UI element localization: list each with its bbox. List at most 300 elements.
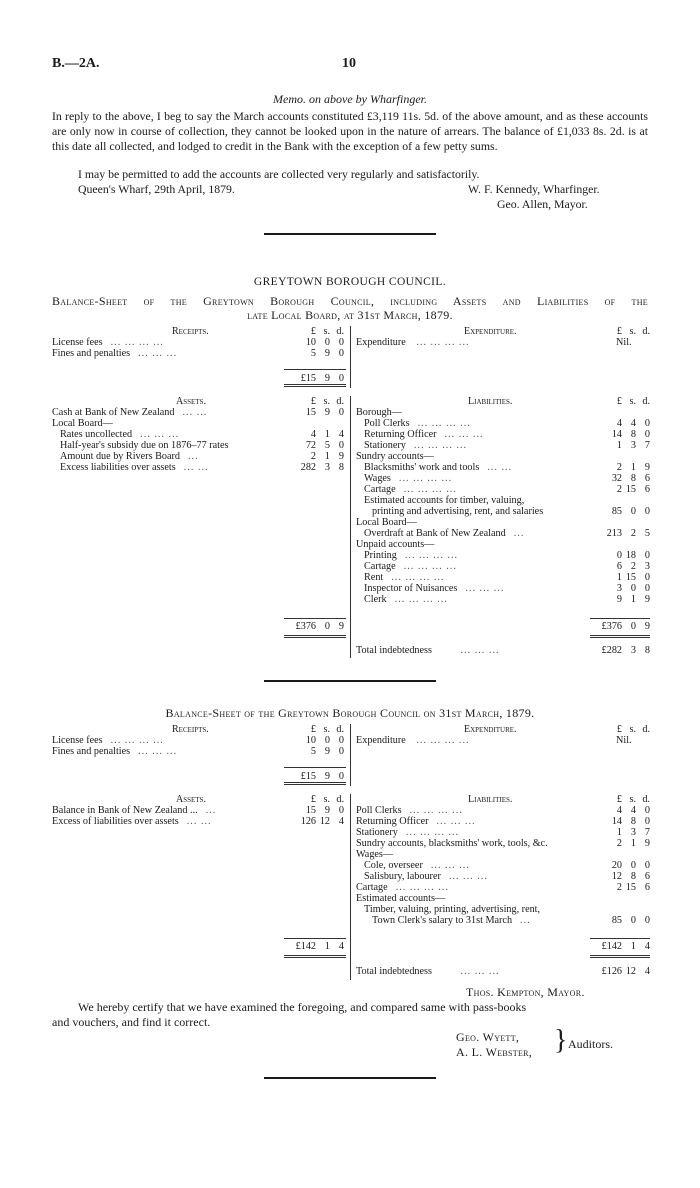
sheet1-assets-double-rule-b bbox=[284, 637, 346, 638]
leader-dots: ... bbox=[187, 451, 199, 462]
sheet1-top-divider bbox=[350, 326, 351, 388]
sheet2-liabilities-double-rule-b bbox=[590, 957, 650, 958]
leader-dots: ... ... ... ... bbox=[404, 550, 459, 561]
sheet1-receipts-double-rule-b bbox=[284, 386, 346, 387]
sheet2-assets-double-rule-b bbox=[284, 957, 346, 958]
amount-pence: 0 bbox=[338, 337, 344, 348]
row-label-cell bbox=[52, 407, 278, 418]
amount-shillings: 1 bbox=[324, 451, 330, 462]
total-pence: 4 bbox=[644, 941, 650, 952]
sheet2-assets-rows bbox=[52, 805, 348, 827]
sheet2-liabilities-header-row bbox=[356, 794, 650, 805]
row-label: Fines and penalties bbox=[52, 746, 131, 757]
certification-line-2: and vouchers, and find it correct. bbox=[52, 1015, 211, 1029]
amount-pence: 9 bbox=[644, 462, 650, 473]
row-label-cell bbox=[60, 451, 278, 462]
amount-pence: 6 bbox=[644, 473, 650, 484]
table-row bbox=[52, 805, 348, 816]
sheet1-title-line1: Balance-Sheet of the Greytown Borough Council, including Assets and Liabilities of the bbox=[52, 294, 648, 308]
leader-dots: ... ... ... ... bbox=[110, 337, 164, 348]
amount-pence: 4 bbox=[338, 429, 344, 440]
table-row bbox=[356, 882, 650, 893]
pounds-header: £ bbox=[616, 794, 622, 805]
amount-pounds: 1 bbox=[616, 440, 622, 451]
row-label: Borough— bbox=[356, 407, 402, 418]
row-label: Blacksmiths' work and tools bbox=[364, 462, 480, 473]
leader-dots: ... ... ... bbox=[436, 816, 476, 827]
sheet1-assets-header-row bbox=[52, 396, 348, 407]
table-row bbox=[356, 440, 650, 451]
memo-paragraph-2-text: I may be permitted to add the accounts are collected very regularly and satisfactorily. bbox=[78, 167, 480, 181]
amount-pence: 7 bbox=[644, 827, 650, 838]
row-label: Returning Officer bbox=[356, 816, 429, 827]
row-label: Clerk bbox=[364, 594, 387, 605]
leader-dots: ... ... bbox=[487, 462, 513, 473]
total-pounds: £15 bbox=[300, 373, 316, 384]
amount-pence: 3 bbox=[644, 561, 650, 572]
row-label: Printing bbox=[364, 550, 397, 561]
table-row bbox=[356, 528, 650, 539]
amount-pounds: 10 bbox=[305, 735, 316, 746]
total-pence: 0 bbox=[338, 373, 344, 384]
leader-dots: ... ... ... ... bbox=[409, 805, 463, 816]
row-label-cell bbox=[364, 583, 586, 594]
sheet2-liabilities-table bbox=[356, 794, 650, 926]
amount-pounds: 0 bbox=[616, 550, 622, 561]
amount-shillings: 2 bbox=[630, 528, 636, 539]
sheet2-receipts-header-row bbox=[52, 724, 348, 735]
amount-shillings: 1 bbox=[630, 462, 636, 473]
sheet1-expenditure-table bbox=[356, 326, 650, 348]
divider-rule bbox=[264, 680, 436, 682]
row-label-cell bbox=[356, 517, 586, 528]
amount-pounds: 2 bbox=[616, 462, 622, 473]
indebtedness-label bbox=[356, 966, 500, 977]
sheet1-receipts-total-row bbox=[52, 373, 348, 384]
table-row bbox=[356, 484, 650, 495]
row-label: Local Board— bbox=[52, 418, 113, 429]
memo-signature-wharfinger: W. F. Kennedy, Wharfinger. bbox=[468, 182, 600, 196]
sheet1-receipts-double-rule-a bbox=[284, 384, 346, 385]
row-label-cell bbox=[364, 429, 586, 440]
amount-shillings: 9 bbox=[324, 407, 330, 418]
shillings-header: s. bbox=[629, 794, 636, 805]
leader-dots: ... ... ... bbox=[465, 583, 505, 594]
row-label: Half-year's subsidy due on 1876–77 rates bbox=[60, 440, 229, 451]
row-label-cell bbox=[372, 915, 586, 926]
amount-pence: 0 bbox=[644, 572, 650, 583]
amount-shillings: 1 bbox=[630, 838, 636, 849]
leader-dots: ... ... ... ... bbox=[403, 561, 457, 572]
sheet2-expenditure-header: Expenditure. bbox=[464, 724, 517, 735]
total-shillings: 1 bbox=[324, 941, 330, 952]
row-label-cell bbox=[356, 838, 586, 849]
sheet1-liabilities-double-rule-a bbox=[590, 635, 650, 636]
amount-pounds: £282 bbox=[601, 645, 622, 656]
table-row bbox=[52, 407, 348, 418]
row-label-cell bbox=[356, 816, 586, 827]
amount-shillings: 3 bbox=[324, 462, 330, 473]
divider-rule bbox=[264, 233, 436, 235]
indebtedness-label bbox=[356, 645, 500, 656]
amount-pence: 0 bbox=[338, 440, 344, 451]
table-row bbox=[356, 805, 650, 816]
table-row bbox=[356, 838, 650, 849]
sheet1-assets-header: Assets. bbox=[176, 396, 206, 407]
sheet1-liabilities-total-rule bbox=[590, 618, 650, 619]
amount-pence: 5 bbox=[644, 528, 650, 539]
leader-dots: ... ... ... ... bbox=[416, 735, 470, 746]
sheet2-expenditure-header-row bbox=[356, 724, 650, 735]
sheet2-expenditure-table bbox=[356, 724, 650, 746]
amount-shillings: 0 bbox=[324, 735, 330, 746]
sheet1-receipts-header: Receipts. bbox=[172, 326, 209, 337]
amount-pence: 9 bbox=[338, 451, 344, 462]
row-label-cell bbox=[52, 816, 278, 827]
leader-dots: ... ... ... bbox=[138, 348, 178, 359]
row-label: printing and advertising, rent, and salaries bbox=[372, 506, 544, 517]
sheet1-liabilities-rows bbox=[356, 407, 650, 605]
amount-shillings: 15 bbox=[625, 572, 636, 583]
row-label: Salisbury, labourer bbox=[364, 871, 441, 882]
amount-pounds: 4 bbox=[616, 418, 622, 429]
amount-shillings: 8 bbox=[630, 816, 636, 827]
sheet2-top-divider bbox=[350, 724, 351, 786]
amount-shillings: 1 bbox=[324, 429, 330, 440]
total-shillings: 0 bbox=[324, 621, 330, 632]
table-row bbox=[52, 429, 348, 440]
row-label: Stationery bbox=[356, 827, 398, 838]
council-title: GREYTOWN BOROUGH COUNCIL. bbox=[253, 276, 447, 288]
row-label: Cartage bbox=[364, 561, 396, 572]
table-row bbox=[356, 827, 650, 838]
sheet1-expenditure-value: Nil. bbox=[616, 337, 632, 348]
leader-dots: ... ... ... bbox=[460, 645, 500, 656]
table-row bbox=[356, 871, 650, 882]
row-label-cell bbox=[52, 746, 272, 757]
row-label: Cartage bbox=[356, 882, 388, 893]
amount-pounds: 32 bbox=[611, 473, 622, 484]
leader-dots: ... ... ... ... bbox=[413, 440, 468, 451]
amount-pence: 0 bbox=[644, 418, 650, 429]
pounds-header: £ bbox=[310, 396, 316, 407]
row-label: Amount due by Rivers Board bbox=[60, 451, 180, 462]
auditor-2: A. L. Webster, bbox=[456, 1045, 533, 1059]
amount-pounds: 3 bbox=[616, 583, 622, 594]
row-label-cell bbox=[356, 882, 586, 893]
total-pence: 4 bbox=[338, 941, 344, 952]
table-row bbox=[356, 561, 650, 572]
total-pounds: £142 bbox=[295, 941, 316, 952]
row-label: Excess liabilities over assets bbox=[60, 462, 176, 473]
page-number: 10 bbox=[342, 56, 356, 71]
sheet2-indebtedness-row bbox=[356, 966, 652, 977]
amount-shillings: 0 bbox=[324, 337, 330, 348]
row-label-cell bbox=[364, 871, 586, 882]
memo-title: Memo. on above by Wharfinger. bbox=[273, 92, 427, 106]
amount-pence: 0 bbox=[644, 805, 650, 816]
amount-shillings: 15 bbox=[625, 882, 636, 893]
row-label: Estimated accounts for timber, valuing, bbox=[364, 495, 525, 506]
table-row bbox=[52, 735, 348, 746]
row-label-cell bbox=[364, 440, 586, 451]
leader-dots: ... ... ... ... bbox=[417, 418, 471, 429]
row-label: Timber, valuing, printing, advertising, rent, bbox=[364, 904, 541, 915]
amount-pounds: 85 bbox=[611, 915, 622, 926]
amount-pounds: 85 bbox=[611, 506, 622, 517]
amount-shillings: 8 bbox=[630, 473, 636, 484]
amount-pounds: 282 bbox=[300, 462, 316, 473]
pence-header: d. bbox=[642, 794, 650, 805]
row-label: Town Clerk's salary to 31st March bbox=[372, 915, 513, 926]
amount-shillings: 3 bbox=[630, 645, 636, 656]
amount-pence: 7 bbox=[644, 440, 650, 451]
pence-header: d. bbox=[336, 326, 344, 337]
sheet2-title: Balance-Sheet of the Greytown Borough Council on 31st March, 1879. bbox=[165, 706, 535, 720]
table-row bbox=[52, 440, 348, 451]
row-label-cell bbox=[364, 561, 586, 572]
table-row bbox=[356, 860, 650, 871]
amount-shillings: 4 bbox=[630, 805, 636, 816]
sheet2-receipts-header: Receipts. bbox=[172, 724, 209, 735]
leader-dots: ... ... ... ... bbox=[416, 337, 470, 348]
row-label: Total indebtedness bbox=[356, 645, 432, 656]
amount-pounds: 6 bbox=[616, 561, 622, 572]
total-pence: 9 bbox=[338, 621, 344, 632]
amount-pence: 8 bbox=[644, 645, 650, 656]
row-label-cell bbox=[364, 473, 586, 484]
row-label: Expenditure bbox=[356, 735, 406, 746]
amount-pence: 0 bbox=[338, 746, 344, 757]
sheet2-liabilities-total-rule bbox=[590, 938, 650, 939]
amount-pounds: 4 bbox=[310, 429, 316, 440]
amount-pence: 0 bbox=[644, 816, 650, 827]
sheet1-main-divider bbox=[350, 396, 351, 658]
sheet1-indebtedness-row bbox=[356, 645, 652, 656]
table-row bbox=[356, 418, 650, 429]
amount-pounds: 1 bbox=[616, 827, 622, 838]
memo-signature-mayor: Geo. Allen, Mayor. bbox=[497, 197, 588, 211]
leader-dots: ... ... ... bbox=[444, 429, 484, 440]
table-row bbox=[356, 517, 650, 528]
table-row bbox=[356, 539, 650, 550]
sheet2-receipts-total-row bbox=[52, 771, 348, 782]
amount-pence: 4 bbox=[338, 816, 344, 827]
amount-shillings: 1 bbox=[630, 594, 636, 605]
row-label-cell bbox=[356, 539, 586, 550]
sheet1-assets-total-rule bbox=[284, 618, 346, 619]
row-label-cell bbox=[52, 735, 272, 746]
leader-dots: ... ... ... bbox=[140, 429, 180, 440]
sheet1-receipts-total-rule bbox=[284, 369, 346, 370]
total-pence: 9 bbox=[644, 621, 650, 632]
leader-dots: ... bbox=[513, 528, 525, 539]
sheet1-expenditure-row bbox=[356, 337, 650, 348]
sheet1-title-line2: late Local Board, at 31st March, 1879. bbox=[247, 308, 453, 322]
total-pounds: £142 bbox=[601, 941, 622, 952]
row-label-cell bbox=[60, 440, 278, 451]
amount-shillings: 8 bbox=[630, 429, 636, 440]
table-row bbox=[356, 915, 650, 926]
pounds-header: £ bbox=[310, 724, 316, 735]
row-label: Rent bbox=[364, 572, 384, 583]
pence-header: d. bbox=[336, 724, 344, 735]
table-row bbox=[356, 473, 650, 484]
memo-place-date: Queen's Wharf, 29th April, 1879. bbox=[78, 182, 235, 196]
sheet2-expenditure-value: Nil. bbox=[616, 735, 632, 746]
amount-shillings: 15 bbox=[625, 484, 636, 495]
sheet2-assets-header: Assets. bbox=[176, 794, 206, 805]
pence-header: d. bbox=[336, 396, 344, 407]
amount-pounds: 72 bbox=[305, 440, 316, 451]
leader-dots: ... ... ... ... bbox=[405, 827, 460, 838]
row-label: Sundry accounts— bbox=[356, 451, 434, 462]
sheet1-expenditure-label bbox=[356, 337, 470, 348]
amount-shillings: 0 bbox=[630, 915, 636, 926]
row-label-cell bbox=[356, 451, 586, 462]
total-shillings: 9 bbox=[324, 373, 330, 384]
sheet2-liabilities-header: Liabilities. bbox=[468, 794, 513, 805]
sheet1-assets-table bbox=[52, 396, 348, 473]
sheet2-receipts-double-rule-a bbox=[284, 782, 346, 783]
amount-shillings: 5 bbox=[324, 440, 330, 451]
sheet2-assets-header-row bbox=[52, 794, 348, 805]
amount-pounds: 5 bbox=[310, 348, 316, 359]
amount-shillings: 3 bbox=[630, 440, 636, 451]
amount-pence: 0 bbox=[644, 915, 650, 926]
row-label: Inspector of Nuisances bbox=[364, 583, 458, 594]
amount-pence: 0 bbox=[338, 407, 344, 418]
amount-shillings: 3 bbox=[630, 827, 636, 838]
row-label: Stationery bbox=[364, 440, 406, 451]
row-label: Overdraft at Bank of New Zealand bbox=[364, 528, 506, 539]
row-label-cell bbox=[364, 418, 586, 429]
mayor-signature: Thos. Kempton, Mayor. bbox=[466, 985, 585, 999]
amount-shillings: 4 bbox=[630, 418, 636, 429]
table-row bbox=[52, 816, 348, 827]
amount-shillings: 0 bbox=[630, 506, 636, 517]
amount-pence: 6 bbox=[644, 484, 650, 495]
sheet1-liabilities-header-row bbox=[356, 396, 650, 407]
amount-shillings: 9 bbox=[324, 805, 330, 816]
shillings-header: s. bbox=[629, 326, 636, 337]
pence-header: d. bbox=[642, 724, 650, 735]
shillings-header: s. bbox=[629, 724, 636, 735]
row-label-cell bbox=[356, 893, 586, 904]
amount-pence: 8 bbox=[338, 462, 344, 473]
leader-dots: ... ... ... ... bbox=[391, 572, 445, 583]
row-label-cell bbox=[364, 462, 586, 473]
sheet1-receipts-header-row bbox=[52, 326, 348, 337]
row-label-cell bbox=[364, 550, 586, 561]
amount-shillings: 8 bbox=[630, 871, 636, 882]
row-label: Excess of liabilities over assets bbox=[52, 816, 179, 827]
sheet2-assets-double-rule-a bbox=[284, 955, 346, 956]
pounds-header: £ bbox=[310, 794, 316, 805]
amount-pence: 0 bbox=[644, 860, 650, 871]
amount-pence: 0 bbox=[338, 735, 344, 746]
row-label-cell bbox=[364, 572, 586, 583]
sheet2-liabilities-rows bbox=[356, 805, 650, 926]
sheet1-assets-rows bbox=[52, 407, 348, 473]
amount-shillings: 0 bbox=[630, 860, 636, 871]
sheet2-main-divider bbox=[350, 794, 351, 980]
row-label-cell bbox=[356, 827, 586, 838]
leader-dots: ... ... bbox=[182, 407, 208, 418]
sheet1-expenditure-header: Expenditure. bbox=[464, 326, 517, 337]
sheet1-receipts-table bbox=[52, 326, 348, 384]
total-pence: 0 bbox=[338, 771, 344, 782]
row-label-cell bbox=[364, 495, 586, 506]
pounds-header: £ bbox=[616, 396, 622, 407]
amount-pounds: 10 bbox=[305, 337, 316, 348]
amount-pence: 0 bbox=[644, 506, 650, 517]
table-row bbox=[356, 407, 650, 418]
shillings-header: s. bbox=[323, 326, 330, 337]
sheet1-assets-double-rule-a bbox=[284, 635, 346, 636]
total-pounds: £15 bbox=[300, 771, 316, 782]
pounds-header: £ bbox=[616, 326, 622, 337]
amount-pence: 0 bbox=[644, 550, 650, 561]
shillings-header: s. bbox=[629, 396, 636, 407]
amount-pounds: 12 bbox=[611, 871, 622, 882]
table-row bbox=[52, 337, 348, 348]
amount-shillings: 9 bbox=[324, 746, 330, 757]
amount-pounds: £126 bbox=[601, 966, 622, 977]
divider-rule bbox=[264, 1077, 436, 1079]
amount-pence: 6 bbox=[644, 871, 650, 882]
row-label-cell bbox=[364, 594, 586, 605]
leader-dots: ... ... ... ... bbox=[403, 484, 457, 495]
shillings-header: s. bbox=[323, 794, 330, 805]
table-row bbox=[356, 462, 650, 473]
amount-pence: 0 bbox=[338, 805, 344, 816]
sheet2-liabilities-double-rule-a bbox=[590, 955, 650, 956]
row-label: Unpaid accounts— bbox=[356, 539, 435, 550]
total-shillings: 9 bbox=[324, 771, 330, 782]
leader-dots: ... bbox=[205, 805, 217, 816]
sheet2-receipts-table bbox=[52, 724, 348, 782]
amount-pence: 0 bbox=[644, 429, 650, 440]
leader-dots: ... ... ... ... bbox=[394, 594, 448, 605]
table-row bbox=[356, 495, 650, 506]
leader-dots: ... ... ... bbox=[460, 966, 500, 977]
table-row bbox=[52, 418, 348, 429]
memo-paragraph-2 bbox=[52, 167, 648, 182]
leader-dots: ... ... ... bbox=[448, 871, 488, 882]
amount-pounds: 14 bbox=[611, 816, 622, 827]
amount-pounds: 15 bbox=[305, 407, 316, 418]
total-shillings: 0 bbox=[630, 621, 636, 632]
sheet1-expenditure-header-row bbox=[356, 326, 650, 337]
leader-dots: ... ... bbox=[186, 816, 212, 827]
table-row bbox=[52, 451, 348, 462]
pounds-header: £ bbox=[310, 326, 316, 337]
amount-pounds: 1 bbox=[616, 572, 622, 583]
row-label: Poll Clerks bbox=[364, 418, 410, 429]
sheet2-receipts-double-rule-b bbox=[284, 784, 346, 785]
row-label: License fees bbox=[52, 735, 103, 746]
row-label: Wages bbox=[364, 473, 391, 484]
amount-pence: 0 bbox=[338, 348, 344, 359]
leader-dots: ... ... ... bbox=[138, 746, 178, 757]
leader-dots: ... ... ... ... bbox=[395, 882, 449, 893]
pence-header: d. bbox=[642, 396, 650, 407]
table-row bbox=[356, 849, 650, 860]
table-row bbox=[52, 462, 348, 473]
amount-shillings: 12 bbox=[319, 816, 330, 827]
total-pounds: £376 bbox=[295, 621, 316, 632]
